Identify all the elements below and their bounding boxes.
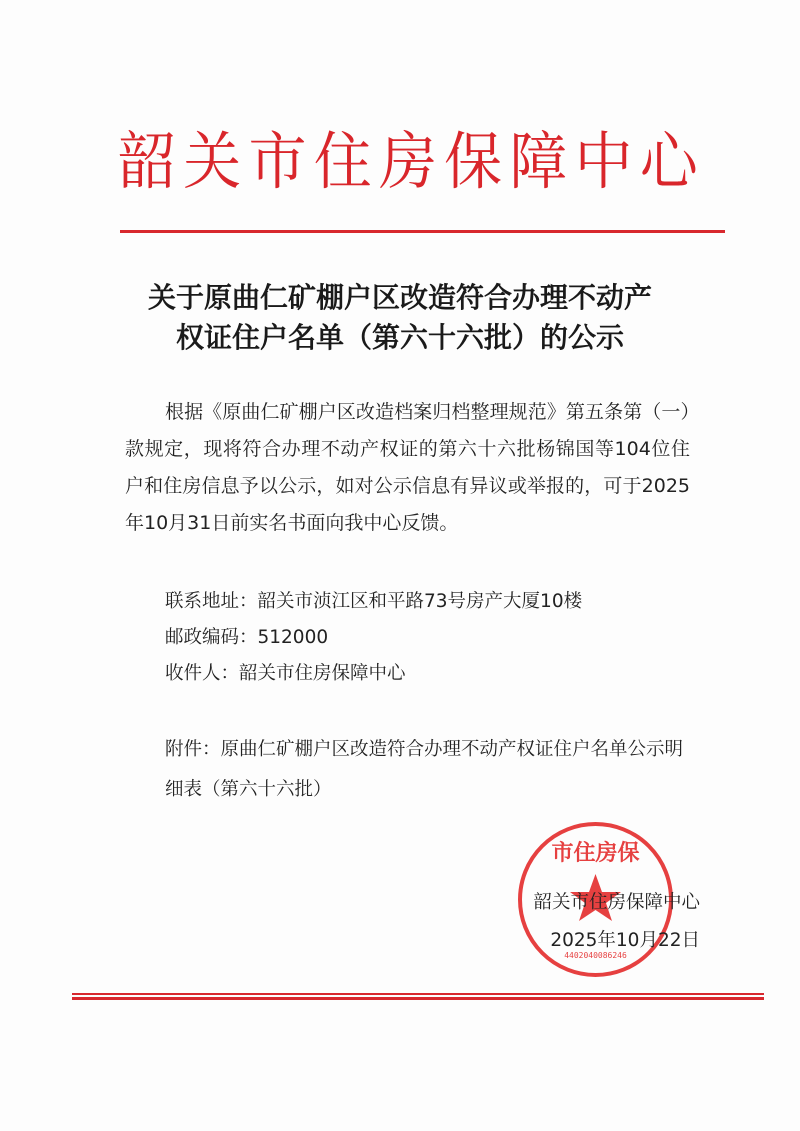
header-divider: [120, 230, 725, 233]
signature-block: [480, 884, 700, 960]
title-line-1: 关于原曲仁矿棚户区改造符合办理不动产: [147, 281, 652, 314]
letterhead-char: 障: [509, 124, 568, 198]
attachment-note: 附件：原曲仁矿棚户区改造符合办理不动产权证住户名单公示明细表（第六十六批）: [165, 739, 684, 800]
signature-org: 韶关市住房保障中心: [533, 892, 700, 913]
signature-date: 2025年10月22日: [550, 930, 700, 951]
footer-divider-thin: [72, 993, 764, 995]
letterhead-char: 住: [313, 124, 372, 198]
svg-text:市住房保: 市住房保: [551, 841, 640, 866]
footer-divider-thick: [72, 997, 764, 1000]
letterhead-char: 韶: [118, 124, 177, 198]
contact-block: [165, 584, 705, 692]
notice-body: [125, 394, 690, 542]
letterhead-char: 市: [248, 124, 307, 198]
contact-recipient: 收件人：韶关市住房保障中心: [165, 663, 406, 684]
letterhead-char: 房: [378, 124, 437, 198]
letterhead-char: 中: [574, 124, 633, 198]
contact-address: 联系地址：韶关市浈江区和平路73号房产大厦10楼: [165, 591, 583, 612]
title-line-2: 权证住户名单（第六十六批）的公示: [175, 321, 624, 354]
notice-paragraph: 根据《原曲仁矿棚户区改造档案归档整理规范》第五条第（一）款规定，现将符合办理不动产权证的第六十六批杨锦国等104位住户和住房信息予以公示，如对公示信息有异议或举报的，可于2025年10月31日前实名书面向我中心反馈。: [125, 401, 690, 534]
letterhead-char: 保: [444, 124, 503, 198]
letterhead-char: 关: [183, 124, 242, 198]
letterhead-char: 心: [639, 124, 698, 198]
org-letterhead: [118, 118, 698, 204]
contact-postcode: 邮政编码：512000: [165, 627, 329, 648]
document-title: [100, 278, 700, 358]
svg-text:4402040086246: 4402040086246: [564, 951, 627, 960]
